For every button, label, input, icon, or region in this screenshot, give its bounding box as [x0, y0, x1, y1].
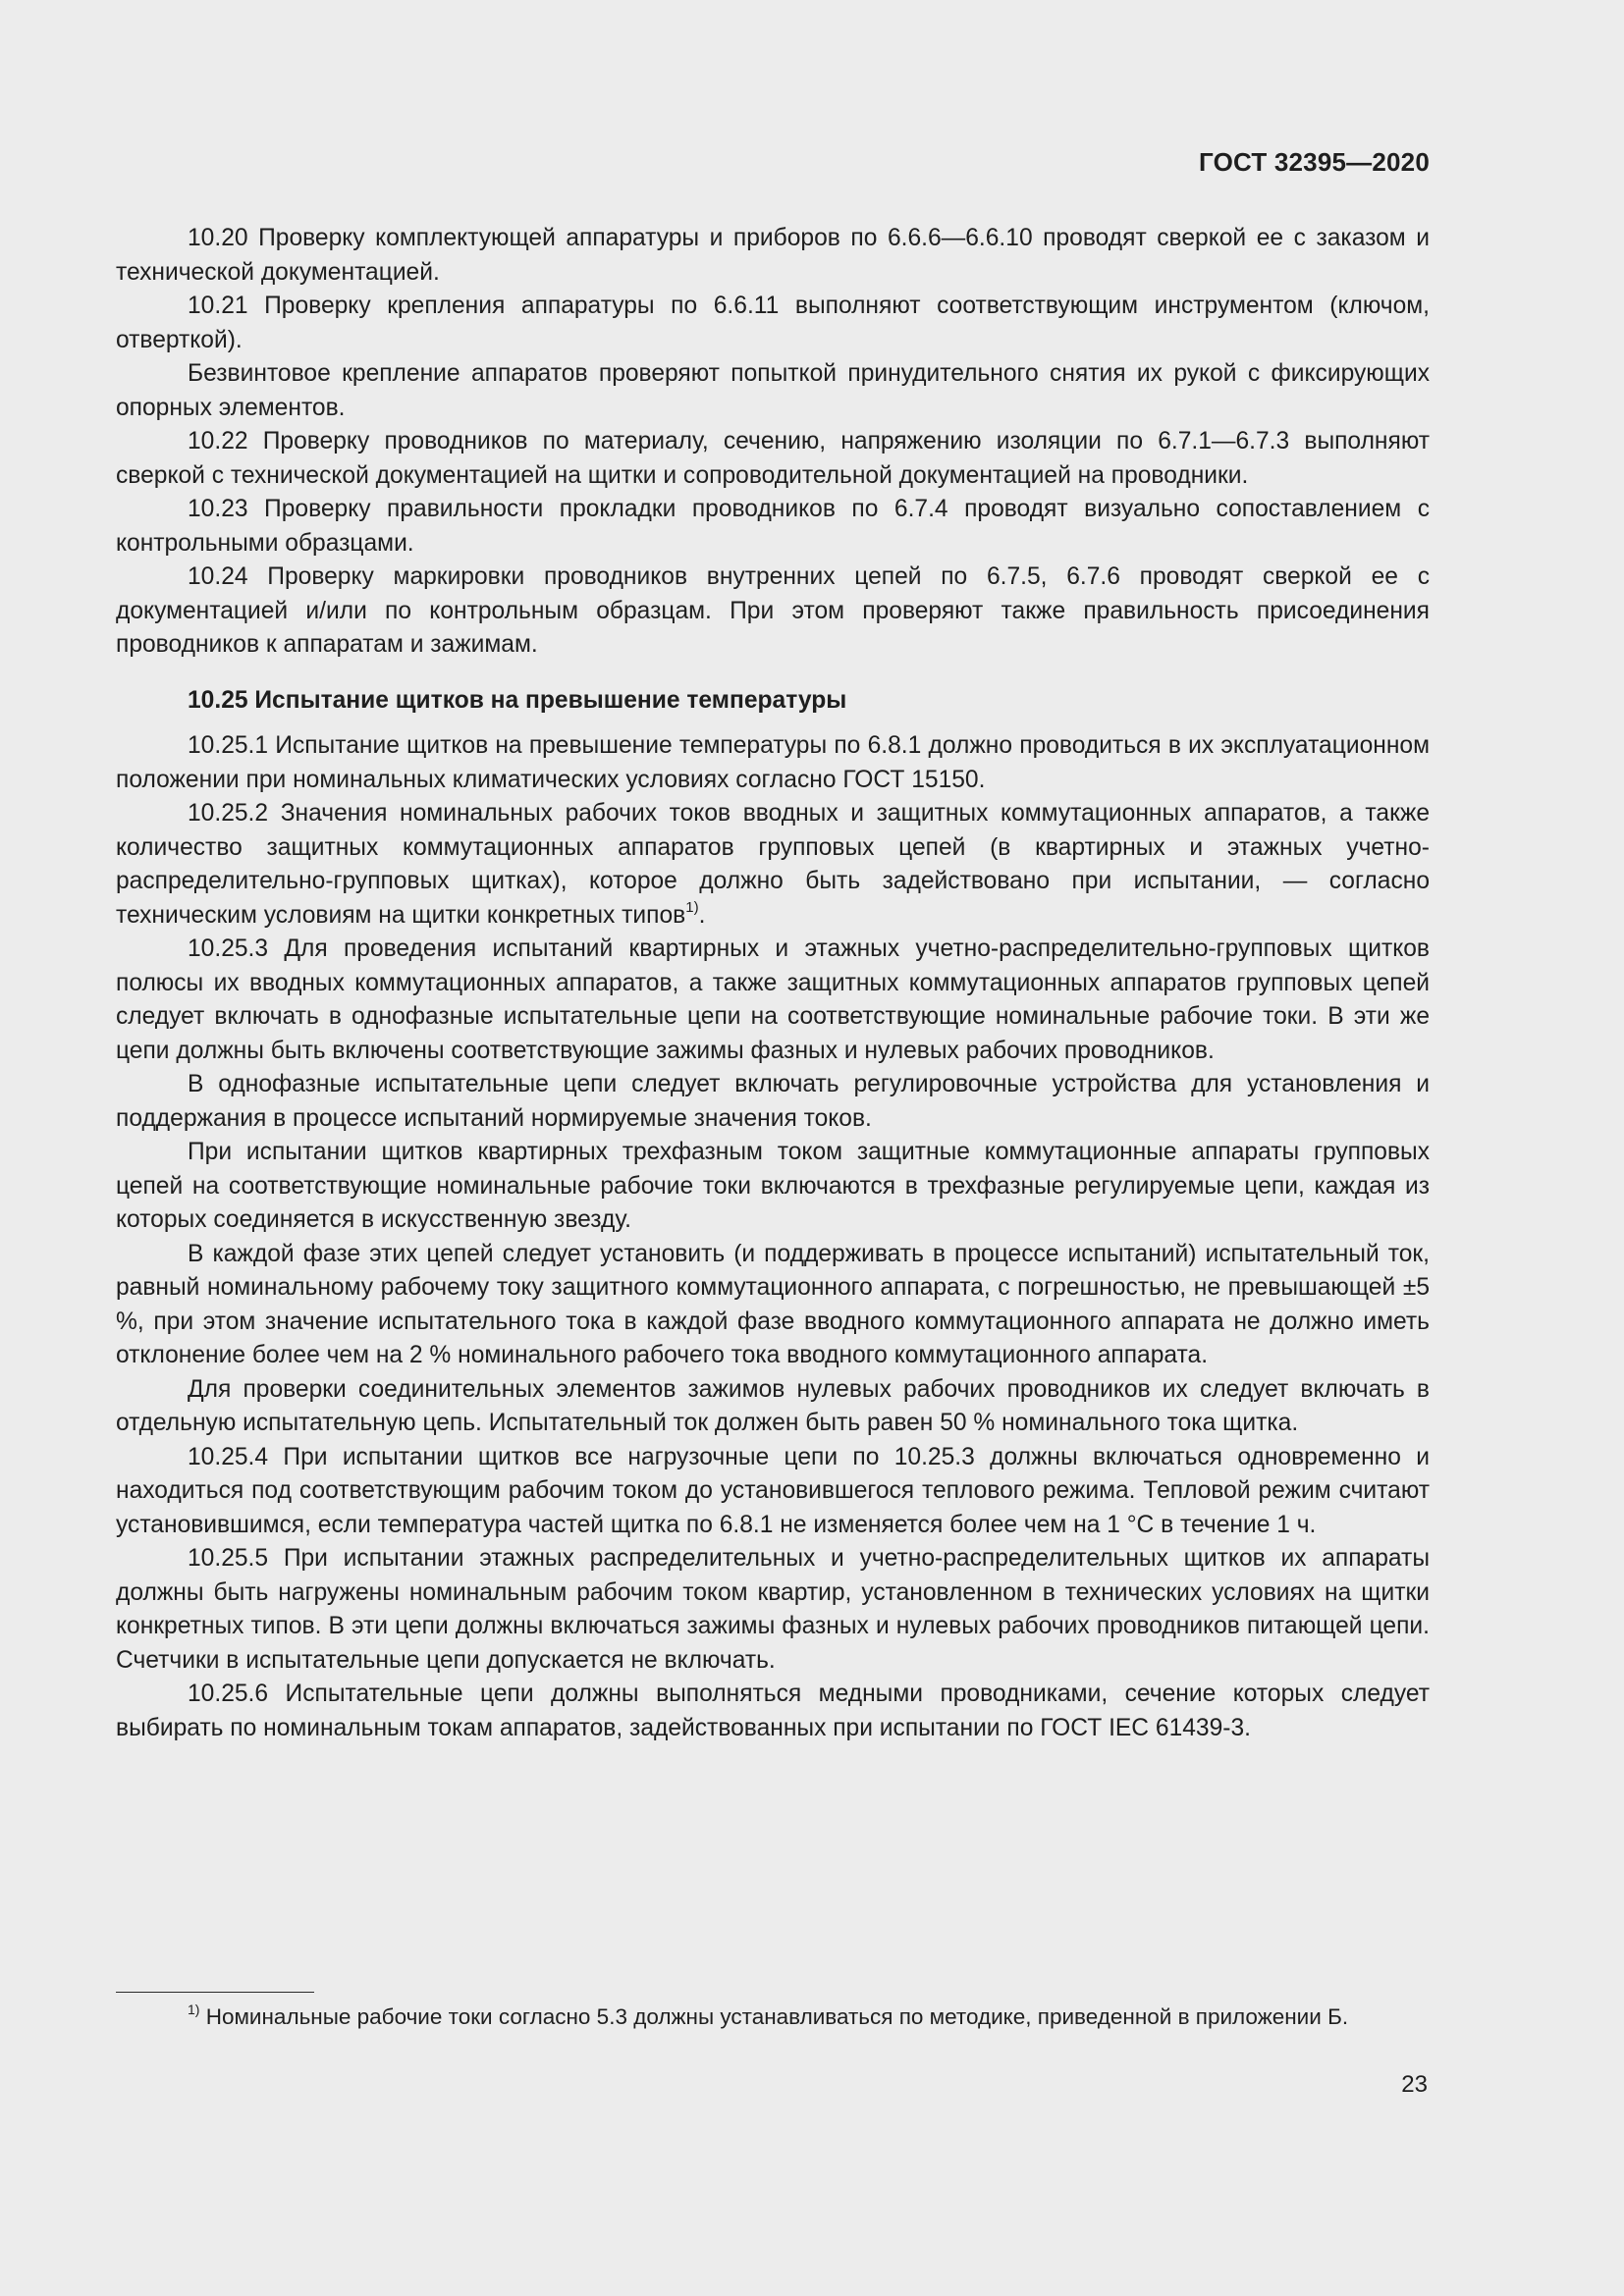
paragraph-10-25-2-text: 10.25.2 Значения номинальных рабочих токов вводных и защитных коммутационных аппаратов, а также количество защитных коммутационных аппаратов групповых цепей (в квартирных и этажных учетно-распределительно-групповых щитках), которое должно быть задействовано при испытании, — согласно техническим условиям на щитки конкретных типов [116, 800, 1430, 929]
paragraph-10-25-5: 10.25.5 При испытании этажных распределительных и учетно-распределительных щитков их аппараты должны быть нагружены номинальным рабочим током квартир, установленном в технических условиях на щитки конкретных типов. В эти цепи должны включаться зажимы фазных и нулевых рабочих проводников питающей цепи. Счетчики в испытательные цепи допускается не включать. [116, 1545, 1430, 1674]
paragraph-10-25-2-end: . [698, 901, 706, 929]
footnote-text-block [116, 2002, 1430, 2032]
footnote-reference[interactable]: 1) [685, 898, 699, 916]
paragraph-10-25-3-three-phase: При испытании щитков квартирных трехфазным током защитные коммутационные аппараты групповых цепей на соответствующие номинальные рабочие токи включаются в трехфазные регулируемые цепи, каждая из которых соединяется в искусственную звезду. [116, 1139, 1430, 1233]
footnote-divider [116, 1992, 314, 1993]
paragraph-10-25-3: 10.25.3 Для проведения испытаний квартирных и этажных учетно-распределительно-групповых щитков полюсы их вводных коммутационных аппаратов, а также защитных коммутационных аппаратов групповых цепей следует включать в однофазные испытательные цепи на соответствующие номинальные рабочие токи. В эти же цепи должны быть включены соответствующие зажимы фазных и нулевых рабочих проводников. [116, 935, 1430, 1064]
paragraph-10-25-3-test-current: В каждой фазе этих цепей следует установить (и поддерживать в процессе испытаний) испытательный ток, равный номинальному рабочему току защитного коммутационного аппарата, с погрешностью, не превышающей ±5 %, при этом значение испытательного тока в каждой фазе вводного коммутационного аппарата не должно иметь отклонение более чем на 2 % номинального рабочего тока вводного коммутационного аппарата. [116, 1240, 1430, 1368]
page-number: 23 [1401, 2071, 1428, 2098]
paragraph-10-21: 10.21 Проверку крепления аппаратуры по 6.6.11 выполняют соответствующим инструментом (ключом, отверткой). [116, 293, 1430, 353]
paragraph-10-25-2 [116, 797, 1430, 933]
document-header: ГОСТ 32395—2020 [1199, 147, 1430, 177]
section-heading-10-25: 10.25 Испытание щитков на превышение температуры [188, 686, 847, 714]
paragraph-10-20: 10.20 Проверку комплектующей аппаратуры и приборов по 6.6.6—6.6.10 проводят сверкой ее с заказом и технической документацией. [116, 225, 1430, 286]
paragraph-10-25-3-regulators: В однофазные испытательные цепи следует включать регулировочные устройства для установления и поддержания в процессе испытаний нормируемые значения токов. [116, 1071, 1430, 1132]
footnote-marker: 1) [188, 2002, 200, 2017]
footnote [116, 2002, 1430, 2032]
paragraph-10-25-3-neutral: Для проверки соединительных элементов зажимов нулевых рабочих проводников их следует включать в отдельную испытательную цепь. Испытательный ток должен быть равен 50 % номинального тока щитка. [116, 1375, 1430, 1436]
paragraph-10-22: 10.22 Проверку проводников по материалу, сечению, напряжению изоляции по 6.7.1—6.7.3 выполняют сверкой с технической документацией на щитки и сопроводительной документацией на проводники. [116, 428, 1430, 489]
paragraph-10-24: 10.24 Проверку маркировки проводников внутренних цепей по 6.7.5, 6.7.6 проводят сверкой ее с документацией и/или по контрольным образцам. При этом проверяют также правильность присоединения проводников к аппаратам и зажимам. [116, 563, 1430, 658]
footnote-text: Номинальные рабочие токи согласно 5.3 должны устанавливаться по методике, приведенной в приложении Б. [199, 2004, 1349, 2029]
paragraph-10-25-4: 10.25.4 При испытании щитков все нагрузочные цепи по 10.25.3 должны включаться одновременно и находиться под соответствующим рабочим током до установившегося теплового режима. Тепловой режим считают установившимся, если температура частей щитка по 6.8.1 не изменяется более чем на 1 °С в течение 1 ч. [116, 1443, 1430, 1538]
paragraph-10-23: 10.23 Проверку правильности прокладки проводников по 6.7.4 проводят визуально сопоставлением с контрольными образцами. [116, 496, 1430, 557]
document-body [116, 222, 1430, 1745]
paragraph-10-21-screwless: Безвинтовое крепление аппаратов проверяют попыткой принудительного снятия их рукой с фиксирующих опорных элементов. [116, 360, 1430, 421]
paragraph-10-25-6: 10.25.6 Испытательные цепи должны выполняться медными проводниками, сечение которых следует выбирать по номинальным токам аппаратов, задействованных при испытании по ГОСТ IEC 61439-3. [116, 1681, 1430, 1741]
paragraph-10-25-1: 10.25.1 Испытание щитков на превышение температуры по 6.8.1 должно проводиться в их эксплуатационном положении при номинальных климатических условиях согласно ГОСТ 15150. [116, 732, 1430, 793]
